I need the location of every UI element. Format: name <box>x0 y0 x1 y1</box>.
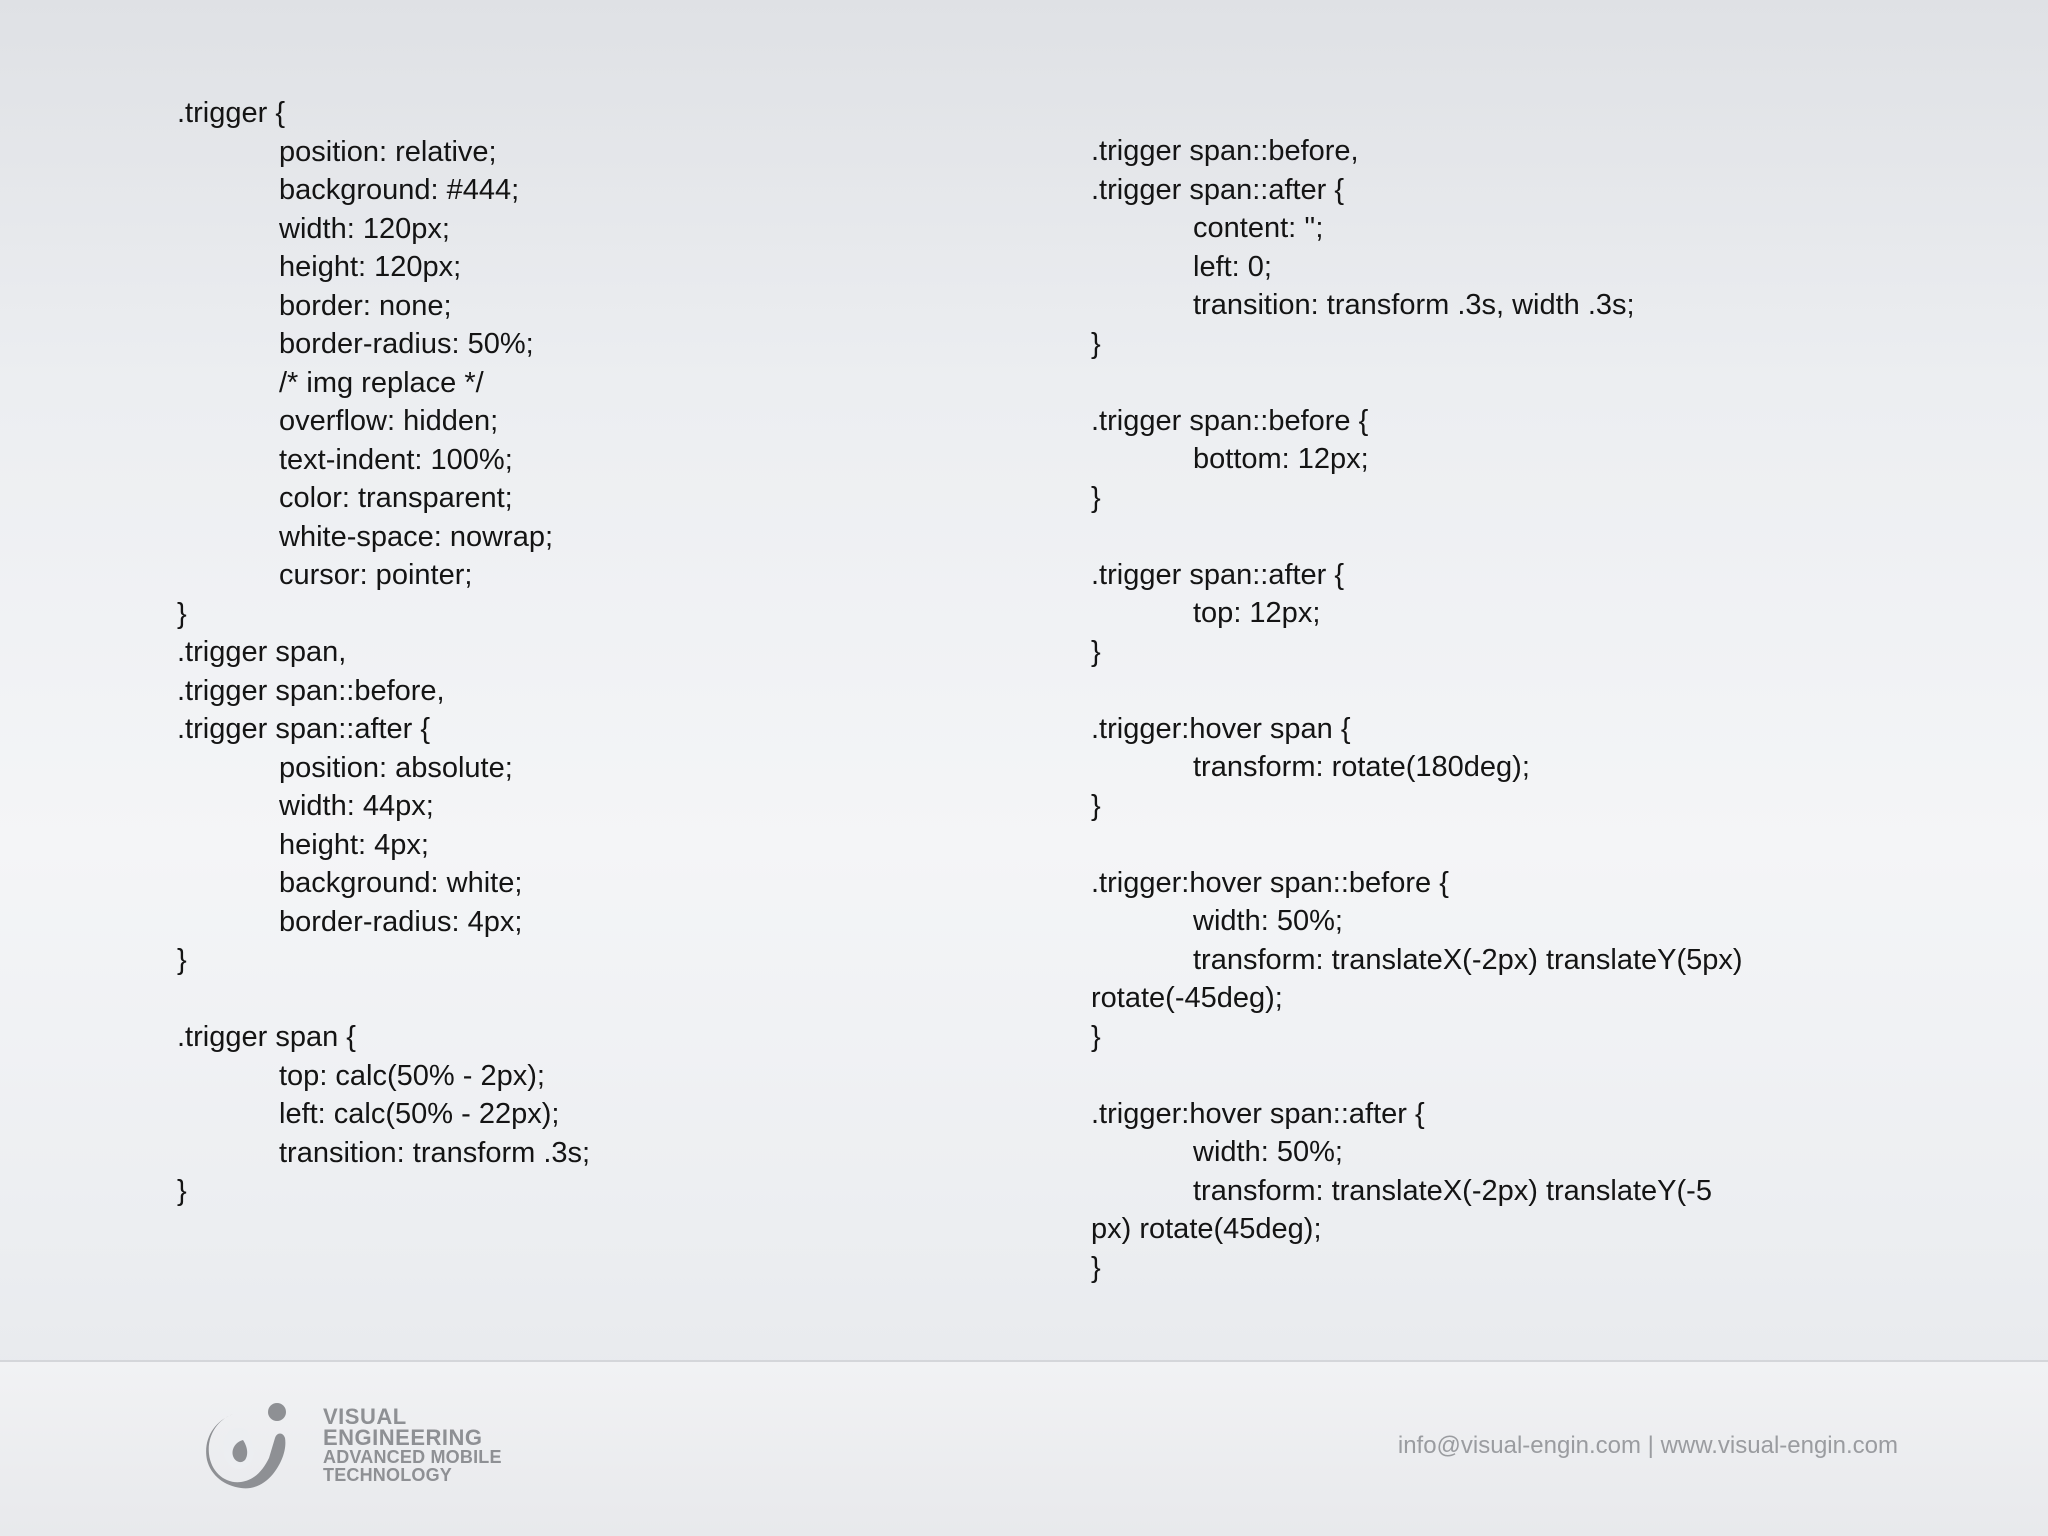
code-line: .trigger span::before, <box>177 674 445 707</box>
logo-text-line: VISUAL <box>323 1404 407 1429</box>
code-line: .trigger span::before, <box>1091 135 1359 167</box>
code-line: cursor: pointer; <box>279 559 473 591</box>
contact-info: info@visual-engin.com | www.visual-engin.com <box>1397 1432 1898 1459</box>
code-line: transform: translateX(-2px) translateY(-5 <box>1193 1174 1712 1207</box>
logo-text-line: TECHNOLOGY <box>323 1465 453 1485</box>
visual-engineering-logo-icon <box>203 1400 295 1490</box>
code-line: border: none; <box>279 289 452 322</box>
code-line: .trigger span, <box>177 636 347 668</box>
code-line: transform: rotate(180deg); <box>1193 751 1530 783</box>
code-line: content: ''; <box>1193 212 1324 244</box>
code-line: left: calc(50% - 22px); <box>279 1098 560 1130</box>
code-line: position: absolute; <box>279 751 513 784</box>
code-line: transform: translateX(-2px) translateY(5px) <box>1193 943 1743 976</box>
code-line <box>1091 671 1743 710</box>
logo-text-line: ENGINEERING <box>323 1425 483 1450</box>
code-line: border-radius: 4px; <box>279 905 523 938</box>
code-line <box>177 980 590 1019</box>
code-line: } <box>1091 1251 1101 1284</box>
logo-wordmark <box>323 1406 502 1484</box>
code-line: top: calc(50% - 2px); <box>279 1059 545 1092</box>
code-line: width: 120px; <box>279 212 450 245</box>
code-line: text-indent: 100%; <box>279 443 513 476</box>
code-line: .trigger:hover span { <box>1091 712 1351 745</box>
code-line: color: transparent; <box>279 482 513 514</box>
code-column-right <box>1091 132 1743 1287</box>
code-line: width: 50%; <box>1193 1136 1343 1168</box>
code-line <box>1091 1056 1743 1095</box>
code-line: height: 4px; <box>279 828 429 861</box>
code-line: } <box>1091 481 1101 514</box>
logo-text-line: ADVANCED MOBILE <box>323 1447 502 1467</box>
code-line: .trigger span::before { <box>1091 404 1369 437</box>
code-line <box>1091 825 1743 864</box>
code-line: } <box>177 1175 187 1207</box>
code-line: } <box>1091 1020 1101 1053</box>
code-column-left <box>177 94 590 1211</box>
code-line <box>1091 363 1743 402</box>
code-line: .trigger:hover span::after { <box>1091 1097 1425 1130</box>
code-line <box>1091 517 1743 556</box>
code-line: .trigger span { <box>177 1021 356 1053</box>
code-line: .trigger { <box>177 97 285 129</box>
code-line: left: 0; <box>1193 250 1272 283</box>
code-line: } <box>177 944 187 976</box>
code-line: height: 120px; <box>279 251 462 283</box>
code-line: } <box>1091 789 1101 822</box>
code-line: position: relative; <box>279 135 497 168</box>
code-line: rotate(-45deg); <box>1091 982 1283 1014</box>
code-line: top: 12px; <box>1193 597 1321 629</box>
code-line: } <box>177 597 187 630</box>
code-line: .trigger span::after { <box>1091 173 1345 206</box>
code-line: } <box>1091 327 1101 360</box>
code-line: .trigger span::after { <box>177 713 431 745</box>
code-line: transition: transform .3s, width .3s; <box>1193 289 1635 321</box>
code-line: bottom: 12px; <box>1193 443 1369 475</box>
code-line: width: 50%; <box>1193 905 1343 937</box>
code-line: transition: transform .3s; <box>279 1136 591 1169</box>
code-line: white-space: nowrap; <box>279 520 554 553</box>
code-line: } <box>1091 635 1101 668</box>
code-line: background: white; <box>279 867 523 899</box>
code-line: /* img replace */ <box>279 366 484 399</box>
code-line: background: #444; <box>279 174 520 206</box>
company-logo <box>203 1400 503 1490</box>
code-line: .trigger span::after { <box>1091 558 1345 591</box>
code-line: px) rotate(45deg); <box>1091 1213 1322 1245</box>
code-line: border-radius: 50%; <box>279 328 534 360</box>
code-line: width: 44px; <box>279 790 434 822</box>
code-line: .trigger:hover span::before { <box>1091 866 1449 899</box>
code-line: overflow: hidden; <box>279 405 499 437</box>
